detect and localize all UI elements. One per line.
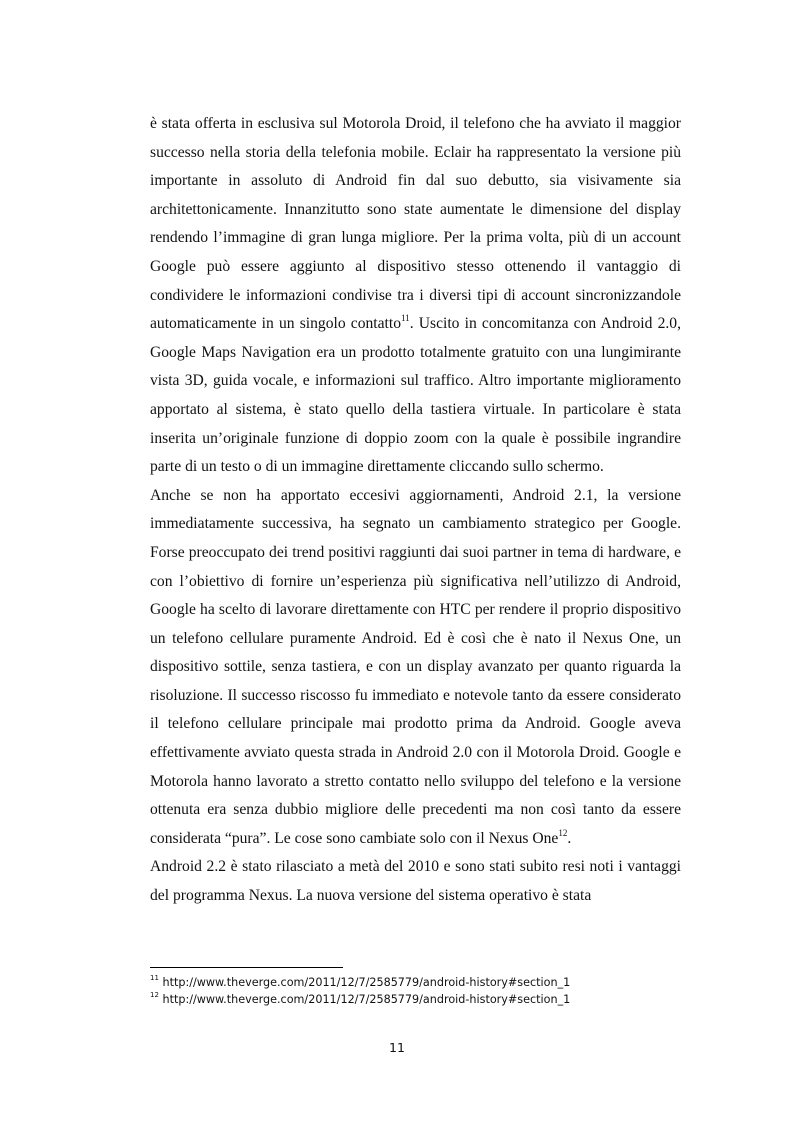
- paragraph-text: Android 2.2 è stato rilasciato a metà del 2010 e sono stati subito resi noti i vantaggi del programma Nexus. La nuova versione del sistema operativo è stata: [150, 858, 681, 905]
- paragraph-1: [150, 110, 681, 482]
- page-number: 11: [389, 1040, 405, 1055]
- body-text: [150, 110, 681, 911]
- paragraph-text: . Uscito in concomitanza con Android 2.0, Google Maps Navigation era un prodotto totalmente gratuito con una lungimirante vista 3D, guida vocale, e informazioni sul traffico. Altro importante miglioramento apportato al sistema, è stato quello della tastiera virtuale. In particolare è stata inserita un’originale funzione di doppio zoom con la quale è possibile ingrandire parte di un testo o di un immagine direttamente cliccando sullo schermo.: [150, 315, 681, 476]
- paragraph-2: [150, 482, 681, 854]
- paragraph-text: è stata offerta in esclusiva sul Motorola Droid, il telefono che ha avviato il maggior successo nella storia della telefonia mobile. Eclair ha rappresentato la versione più importante in assoluto di Android fin dal suo debutto, sia visivamente sia architettonicamente. Innanzitutto sono state aumentate le dimensione del display rendendo l’immagine di gran lunga migliore. Per la prima volta, più di un account Google può essere aggiunto al dispositivo stesso ottenendo il vantaggio di condividere le informazioni condivise tra i diversi tipi di account sincronizzandole automaticamente in un singolo contatto: [150, 115, 681, 333]
- footnote-11: [150, 975, 681, 992]
- footnote-link[interactable]: http://www.theverge.com/2011/12/7/2585779/android-history#section_1: [162, 992, 571, 1006]
- footnote-link[interactable]: http://www.theverge.com/2011/12/7/2585779/android-history#section_1: [162, 976, 571, 989]
- footnote-number: 11: [150, 974, 159, 983]
- footnote-divider: [150, 967, 343, 968]
- paragraph-3: [150, 853, 681, 910]
- footnote-12: [150, 992, 681, 1009]
- footnote-number: 12: [150, 990, 159, 999]
- paragraph-text: Anche se non ha apportato eccesivi aggiornamenti, Android 2.1, la versione immediatamente successiva, ha segnato un cambiamento strategico per Google. Forse preoccupato dei trend positivi raggiunti dai suoi partner in tema di hardware, e con l’obiettivo di fornire un’esperienza più significativa nell’utilizzo di Android, Google ha scelto di lavorare direttamente con HTC per rendere il proprio dispositivo un telefono cellulare puramente Android. Ed è così che è nato il Nexus One, un dispositivo sottile, senza tastiera, e con un display avanzato per quanto riguarda la risoluzione. Il successo riscosso fu immediato e notevole tanto da essere considerato il telefono cellulare principale mai prodotto prima da Android. Google aveva effettivamente avviato questa strada in Android 2.0 con il Motorola Droid. Google e Motorola hanno lavorato a stretto contatto nello sviluppo del telefono e la versione ottenuta era senza dubbio migliore delle precedenti ma non così tanto da essere considerata “pura”. Le cose sono cambiate solo con il Nexus One: [150, 486, 681, 847]
- footnote-ref-12[interactable]: 12: [558, 827, 568, 838]
- footnote-ref-11[interactable]: 11: [401, 312, 410, 323]
- footnotes: [150, 975, 681, 1008]
- paragraph-text: .: [567, 829, 572, 847]
